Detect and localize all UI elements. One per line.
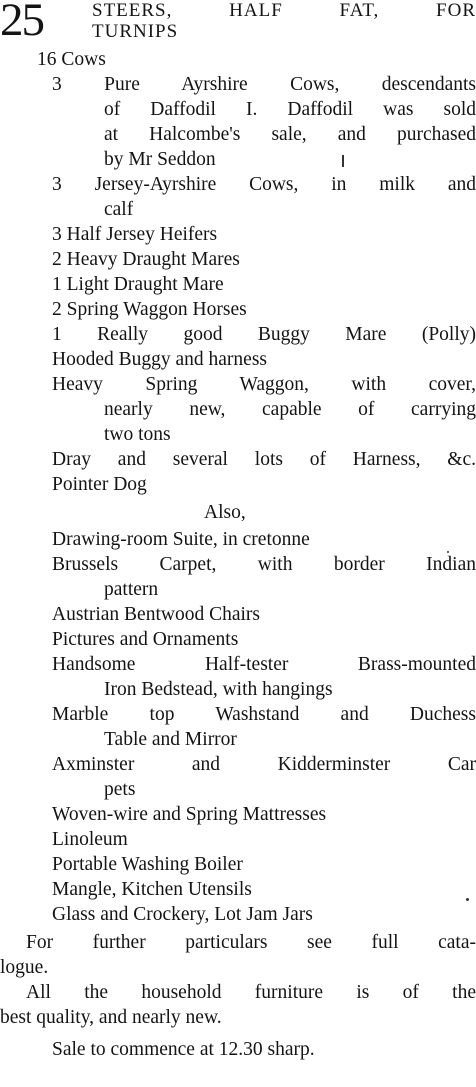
list-item-draught-mares: 2 Heavy Draught Mares	[52, 249, 240, 270]
list-item-continuation: two tons	[104, 424, 171, 445]
list-item-hooded-buggy: Hooded Buggy and harness	[52, 349, 268, 370]
heading-line-2: TURNIPS	[92, 21, 179, 42]
list-item-jersey-ayrshire: 3 Jersey-Ayrshire Cows, in milk and	[52, 174, 476, 195]
list-item-drawing-room-suite: Drawing-room Suite, in cretonne	[52, 529, 310, 550]
list-item-continuation: Table and Mirror	[104, 729, 237, 750]
list-item-continuation: of Daffodil I. Daffodil was sold	[104, 99, 476, 120]
lot-heading	[92, 0, 476, 42]
list-item-waggon-horses: 2 Spring Waggon Horses	[52, 299, 247, 320]
sale-time-line: Sale to commence at 12.30 sharp.	[52, 1039, 315, 1060]
list-item-half-tester: Handsome Half-tester Brass-mounted	[52, 654, 476, 675]
list-item-continuation: by Mr Seddon	[104, 149, 216, 170]
heading-line-1: STEERS, HALF FAT, FOR	[92, 0, 476, 21]
lot-number: 25	[0, 0, 43, 46]
print-speck	[342, 155, 344, 167]
list-item-pictures: Pictures and Ornaments	[52, 629, 239, 650]
list-item-spring-waggon: Heavy Spring Waggon, with cover,	[52, 374, 476, 395]
paragraph-particulars: For further particulars see full cata-	[26, 932, 476, 953]
list-item-cows: 16 Cows	[37, 49, 106, 70]
list-item-brussels-carpet: Brussels Carpet, with border Indian	[52, 554, 476, 575]
list-item-washing-boiler: Portable Washing Boiler	[52, 854, 243, 875]
list-item-continuation: pets	[104, 779, 136, 800]
list-item-ayrshire-cows: 3 Pure Ayrshire Cows, descendants	[52, 74, 476, 95]
print-speck	[447, 551, 449, 553]
list-item-linoleum: Linoleum	[52, 829, 128, 850]
list-item-bentwood-chairs: Austrian Bentwood Chairs	[52, 604, 260, 625]
list-item-continuation: calf	[104, 199, 134, 220]
paragraph-furniture: All the household furniture is of the	[26, 982, 476, 1003]
list-item-light-draught-mare: 1 Light Draught Mare	[52, 274, 224, 295]
print-speck	[466, 898, 469, 901]
list-item-buggy-mare: 1 Really good Buggy Mare (Polly)	[52, 324, 476, 345]
list-item-mangle: Mangle, Kitchen Utensils	[52, 879, 252, 900]
list-item-continuation: at Halcombe's sale, and purchased	[104, 124, 476, 145]
list-item-glass-crockery: Glass and Crockery, Lot Jam Jars	[52, 904, 313, 925]
list-item-axminster: Axminster and Kidderminster Car	[52, 754, 476, 775]
list-item-continuation: nearly new, capable of carrying	[104, 399, 476, 420]
paragraph-particulars-end: logue.	[0, 957, 49, 978]
list-item-continuation: pattern	[104, 579, 159, 600]
list-item-continuation: Iron Bedstead, with hangings	[104, 679, 333, 700]
also-heading: Also,	[204, 502, 246, 523]
list-item-washstand: Marble top Washstand and Duchess	[52, 704, 476, 725]
list-item-mattresses: Woven-wire and Spring Mattresses	[52, 804, 327, 825]
list-item-heifers: 3 Half Jersey Heifers	[52, 224, 218, 245]
paragraph-furniture-end: best quality, and nearly new.	[0, 1007, 222, 1028]
list-item-pointer-dog: Pointer Dog	[52, 474, 147, 495]
list-item-dray-harness: Dray and several lots of Harness, &c.	[52, 449, 476, 470]
